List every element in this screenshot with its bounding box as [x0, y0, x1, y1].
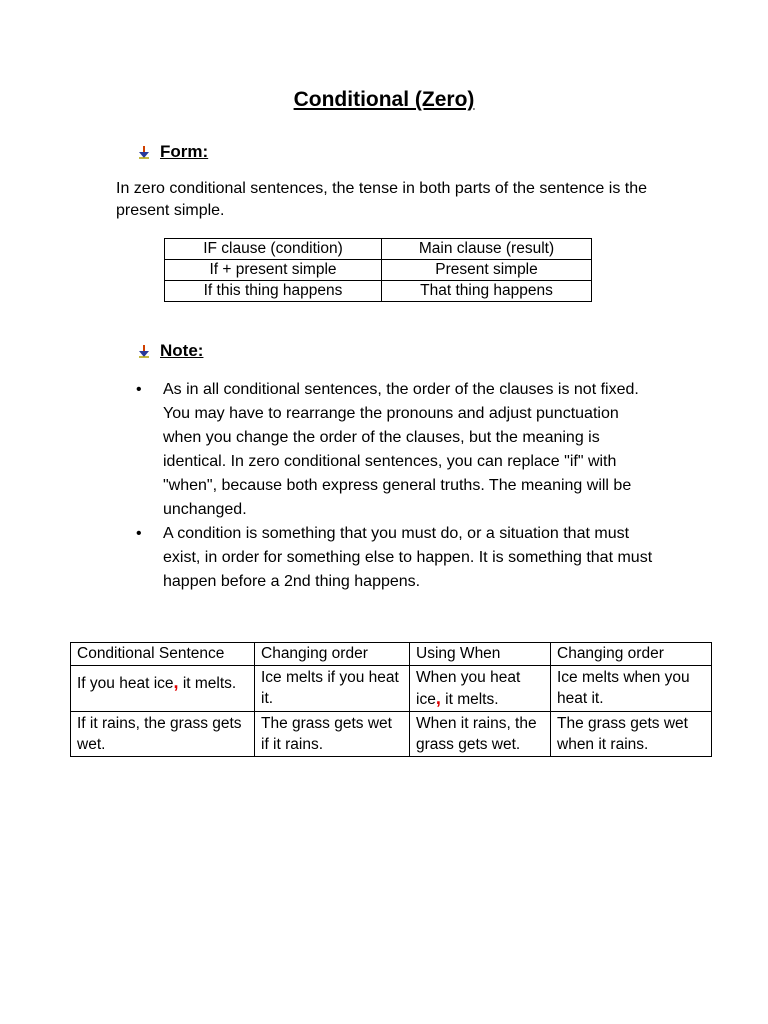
table-cell: Main clause (result): [382, 239, 592, 260]
bullet-dot-icon: •: [136, 381, 142, 398]
column-header: Conditional Sentence: [71, 643, 255, 666]
form-intro: In zero conditional sentences, the tense in both parts of the sentence is the present simple.: [116, 180, 648, 219]
cell-text: it melts.: [178, 675, 237, 692]
red-comma: ,: [435, 688, 441, 708]
list-item: [136, 378, 656, 522]
table-cell: IF clause (condition): [165, 239, 382, 260]
table-cell: [71, 666, 255, 712]
form-heading: [138, 142, 208, 162]
red-comma: ,: [173, 672, 179, 692]
table-row: [71, 666, 712, 712]
note-text: As in all conditional sentences, the order of the clauses is not fixed. You may have to rearrange the pronouns and adjust punctuation when you change the order of the clauses, but the meaning is identical. In zero conditional sentences, you can replace "if" with "when", because both express general truths. The meaning will be unchanged.: [163, 381, 639, 518]
column-header: Changing order: [551, 643, 712, 666]
table-cell: That thing happens: [382, 281, 592, 302]
table-row: [165, 260, 592, 281]
list-item: [136, 522, 656, 594]
table-cell: If + present simple: [165, 260, 382, 281]
table-row: [165, 239, 592, 260]
column-header: Changing order: [255, 643, 410, 666]
bullet-dot-icon: •: [136, 525, 142, 542]
note-heading: [138, 341, 203, 361]
cell-text: When you heat ice: [416, 669, 521, 708]
form-heading-label: Form:: [160, 142, 209, 161]
page-title: Conditional (Zero): [293, 88, 475, 111]
column-header: Using When: [410, 643, 551, 666]
note-text: A condition is something that you must do, or a situation that must exist, in order for something else to happen. It is something that must happen before a 2nd thing happens.: [163, 525, 653, 590]
table-cell: If this thing happens: [165, 281, 382, 302]
note-heading-label: Note:: [160, 341, 204, 360]
table-row: [71, 712, 712, 757]
arrow-bullet-icon: [138, 145, 150, 159]
table-cell: Ice melts if you heat it.: [255, 666, 410, 712]
form-table: [164, 238, 592, 302]
table-cell: Present simple: [382, 260, 592, 281]
table-cell: When it rains, the grass gets wet.: [410, 712, 551, 757]
examples-table: [70, 642, 712, 757]
table-cell: [410, 666, 551, 712]
arrow-bullet-icon: [138, 344, 150, 358]
cell-text: If you heat ice: [77, 675, 174, 692]
table-cell: Ice melts when you heat it.: [551, 666, 712, 712]
note-list: [136, 378, 656, 594]
table-cell: The grass gets wet if it rains.: [255, 712, 410, 757]
cell-text: it melts.: [440, 691, 499, 708]
table-header-row: [71, 643, 712, 666]
table-cell: If it rains, the grass gets wet.: [71, 712, 255, 757]
table-row: [165, 281, 592, 302]
table-cell: The grass gets wet when it rains.: [551, 712, 712, 757]
